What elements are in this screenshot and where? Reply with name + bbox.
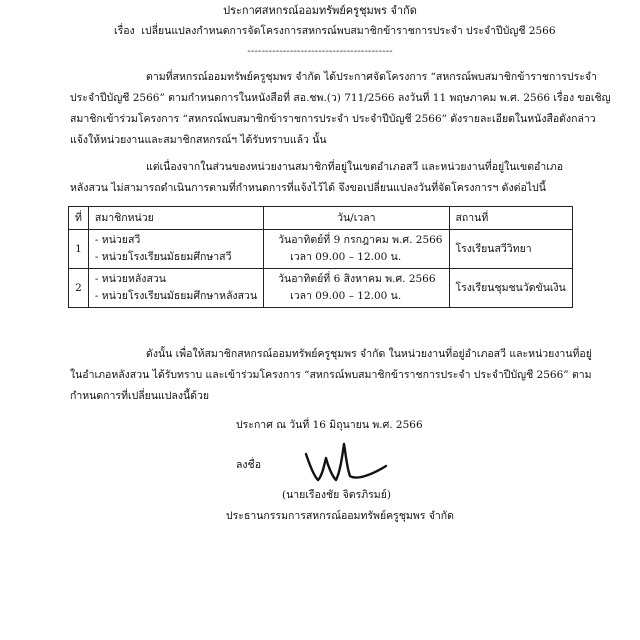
row-units [88, 269, 263, 308]
col-header-place: สถานที่ [449, 207, 572, 230]
row-date: วันอาทิตย์ที่ 9 กรกฎาคม พ.ศ. 2566 [278, 234, 443, 246]
col-header-datetime: วัน/เวลา [264, 207, 449, 230]
row-place: โรงเรียนชุมชนวัดขันเงิน [449, 269, 572, 308]
subject-label: เรื่อง [114, 25, 135, 37]
announce-date: ประกาศ ณ วันที่ 16 มิถุนายน พ.ศ. 2566 [236, 419, 423, 431]
schedule-table [68, 206, 573, 308]
para3-line: กำหนดการที่เปลี่ยนแปลงนี้ด้วย [70, 390, 210, 402]
subject-text: เปลี่ยนแปลงกำหนดการจัดโครงการสหกรณ์พบสมาชิกข้าราชการประจำ ประจำปีบัญชี 2566 [141, 25, 556, 37]
document-title: ประกาศสหกรณ์ออมทรัพย์ครูชุมพร จำกัด [223, 4, 417, 17]
row-time: เวลา 09.00 – 12.00 น. [290, 251, 402, 263]
signer-name: (นายเรืองชัย จิตรภิรมย์) [282, 489, 391, 501]
unit-item: - หน่วยหลังสวน [94, 273, 166, 285]
divider: ----------------------------------------- [247, 45, 393, 57]
signer-position: ประธานกรรมการสหกรณ์ออมทรัพย์ครูชุมพร จำกัด [226, 510, 454, 522]
sign-label: ลงชื่อ [236, 459, 261, 471]
unit-item: - หน่วยสวี [94, 234, 141, 246]
para1-line: ตามที่สหกรณ์ออมทรัพย์ครูชุมพร จำกัด ได้ประกาศจัดโครงการ “สหกรณ์พบสมาชิกข้าราชการประจำ [146, 71, 597, 83]
handwritten-signature [300, 436, 390, 488]
subject-line [114, 24, 556, 38]
para2-line: แต่เนื่องจากในส่วนของหน่วยงานสมาชิกที่อยู่ในเขตอำเภอสวี และหน่วยงานที่อยู่ในเขตอำเภอ [146, 161, 564, 173]
row-place: โรงเรียนสวีวิทยา [449, 230, 572, 269]
row-datetime [264, 230, 449, 269]
table-header-row [69, 207, 573, 230]
para1-line: สมาชิกเข้าร่วมโครงการ “สหกรณ์พบสมาชิกข้าราชการประจำ ประจำปีบัญชี 2566” ดังรายละเอียดในหนังสือดังกล่าว [70, 113, 596, 125]
row-date: วันอาทิตย์ที่ 6 สิงหาคม พ.ศ. 2566 [278, 273, 436, 285]
para1-line: ประจำปีบัญชี 2566” ตามกำหนดการในหนังสือที่ สอ.ชพ.(ว) 711/2566 ลงวันที่ 11 พฤษภาคม พ.ศ. 2566 เรื่อง ขอเชิญ [70, 92, 611, 104]
table-row [69, 269, 573, 308]
row-datetime [264, 269, 449, 308]
col-header-no: ที่ [69, 207, 89, 230]
row-units [88, 230, 263, 269]
para1-line: แจ้งให้หน่วยงานและสมาชิกสหกรณ์ฯ ได้รับทราบแล้ว นั้น [70, 134, 327, 146]
unit-item: - หน่วยโรงเรียนมัธยมศึกษาสวี [94, 251, 232, 263]
para3-line: ดังนั้น เพื่อให้สมาชิกสหกรณ์ออมทรัพย์ครูชุมพร จำกัด ในหน่วยงานที่อยู่อำเภอสวี และหน่วยงานที่อยู่ [146, 348, 592, 360]
row-time: เวลา 09.00 – 12.00 น. [290, 290, 402, 302]
row-number: 1 [69, 230, 89, 269]
para3-line: ในอำเภอหลังสวน ได้รับทราบ และเข้าร่วมโครงการ “สหกรณ์พบสมาชิกข้าราชการประจำ ประจำปีบัญชี 2566” ตาม [70, 369, 592, 381]
unit-item: - หน่วยโรงเรียนมัธยมศึกษาหลังสวน [94, 290, 258, 302]
para2-line: หลังสวน ไม่สามารถดำเนินการตามที่กำหนดการที่แจ้งไว้ได้ จึงขอเปลี่ยนแปลงวันที่จัดโครงการฯ ดังต่อไปนี้ [70, 182, 546, 194]
col-header-units: สมาชิกหน่วย [88, 207, 263, 230]
row-number: 2 [69, 269, 89, 308]
table-row [69, 230, 573, 269]
